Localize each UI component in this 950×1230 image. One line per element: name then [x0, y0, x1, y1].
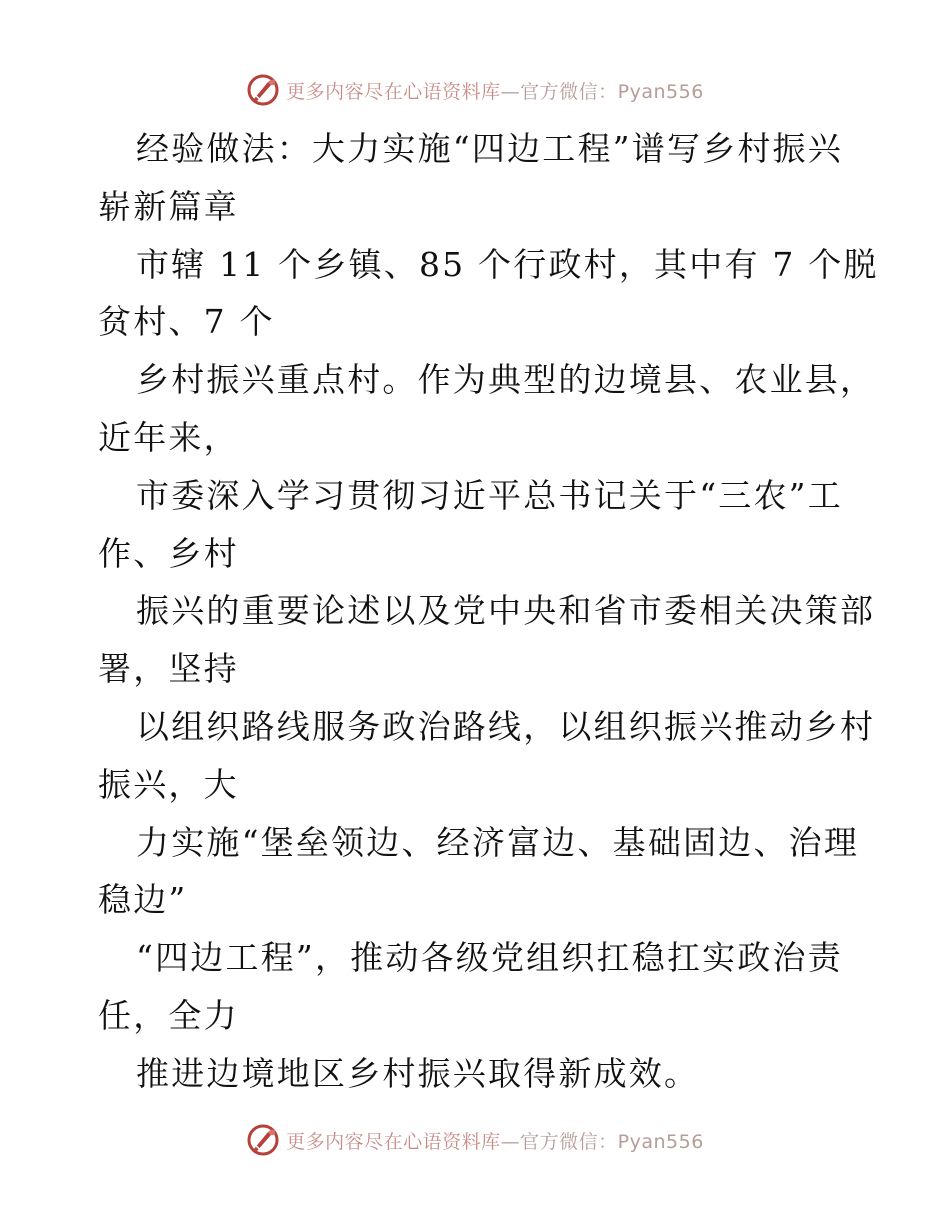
paragraph-line: 稳边”	[98, 880, 188, 920]
paragraph-line: 贫村、7 个	[98, 302, 275, 342]
paragraph-line: 乡村振兴重点村。作为典型的边境县、农业县，	[136, 360, 876, 400]
quill-pen-logo-icon	[246, 1123, 280, 1157]
paragraph-line: 振兴的重要论述以及党中央和省市委相关决策部	[136, 591, 876, 631]
document-title-line-2: 崭新篇章	[98, 186, 239, 226]
document-title-line-1: 经验做法：大力实施“四边工程”谱写乡村振兴	[136, 129, 843, 168]
document-body	[98, 120, 879, 1103]
paragraph-line: 任，全力	[98, 995, 239, 1035]
watermark-text: 更多内容尽在心语资料库—官方微信：Pyan556	[286, 80, 704, 103]
footer-watermark-banner	[0, 1120, 950, 1160]
paragraph-line: 作、乡村	[98, 533, 239, 573]
header-watermark-banner	[0, 70, 950, 110]
quill-pen-logo-icon	[246, 73, 280, 107]
paragraph-line: 以组织路线服务政治路线，以组织振兴推动乡村	[136, 706, 876, 746]
paragraph-line: 市辖 11 个乡镇、85 个行政村，其中有 7 个脱	[136, 244, 879, 284]
paragraph-line: 推进边境地区乡村振兴取得新成效。	[136, 1053, 700, 1093]
paragraph-line: 振兴，大	[98, 764, 239, 804]
paragraph-line: 署，坚持	[98, 649, 239, 689]
paragraph-line: 近年来，	[98, 417, 239, 457]
paragraph-line: 市委深入学习贯彻习近平总书记关于“三农”工	[136, 475, 843, 515]
paragraph-line: “四边工程”，推动各级党组织扛稳扛实政治责	[136, 938, 843, 978]
watermark-text: 更多内容尽在心语资料库—官方微信：Pyan556	[286, 1130, 704, 1153]
paragraph-line: 力实施“堡垒领边、经济富边、基础固边、治理	[136, 822, 860, 862]
